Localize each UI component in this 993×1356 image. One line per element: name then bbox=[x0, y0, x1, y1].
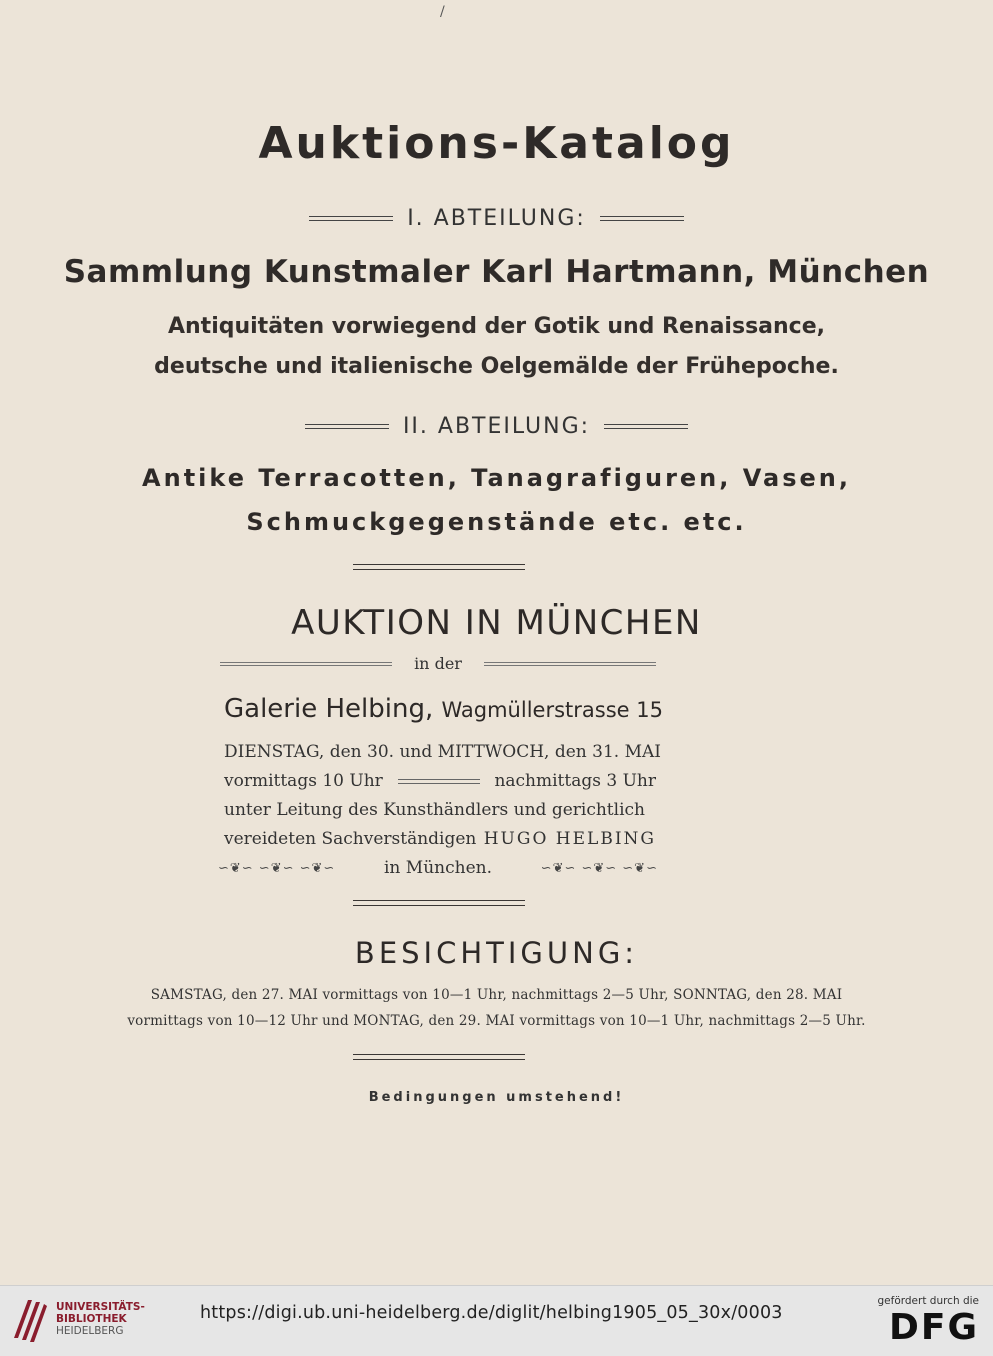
gallery-name: Galerie Helbing, bbox=[224, 694, 434, 724]
viewing-heading: BESICHTIGUNG: bbox=[354, 936, 639, 970]
university-line-2: BIBLIOTHEK bbox=[56, 1313, 127, 1325]
catalog-title: Auktions-Katalog bbox=[258, 118, 735, 169]
direction-text: unter Leitung des Kunsthändlers und gerichtlich bbox=[224, 800, 645, 820]
ink-mark: / bbox=[440, 4, 445, 20]
gallery-address: Wagmüllerstrasse 15 bbox=[441, 698, 663, 722]
conditions-note: Bedingungen umstehend! bbox=[368, 1090, 625, 1105]
double-rule bbox=[600, 216, 684, 221]
in-der-text: in der bbox=[414, 654, 462, 673]
abteilung-2-line-2: Schmuckgegenstände etc. etc. bbox=[246, 508, 747, 536]
auction-dates-text: DIENSTAG, den 30. und MITTWOCH, den 31. MAI bbox=[224, 742, 661, 762]
afternoon-time: nachmittags 3 Uhr bbox=[494, 771, 656, 791]
abteilung-1-line-2: deutsche und italienische Oelgemälde der Frühepoche. bbox=[154, 354, 839, 379]
ornament-right: ∽❦∽ ∽❦∽ ∽❦∽ bbox=[540, 860, 658, 876]
section-divider bbox=[353, 900, 525, 906]
double-rule bbox=[309, 216, 393, 221]
thin-rule bbox=[484, 662, 656, 666]
gallery-line bbox=[224, 694, 664, 724]
university-logo-icon[interactable] bbox=[10, 1294, 50, 1346]
abteilung-1-heading bbox=[0, 206, 993, 231]
dfg-logo[interactable]: DFG bbox=[888, 1307, 979, 1348]
city-text: in München. bbox=[384, 858, 492, 878]
collection-title: Sammlung Kunstmaler Karl Hartmann, München bbox=[63, 254, 930, 290]
footer-bar bbox=[0, 1285, 993, 1356]
university-line-3: HEIDELBERG bbox=[56, 1325, 124, 1337]
funding-caption: gefördert durch die bbox=[877, 1295, 979, 1307]
auction-times bbox=[224, 771, 656, 791]
ornament-left: ∽❦∽ ∽❦∽ ∽❦∽ bbox=[218, 860, 336, 876]
university-line-1: UNIVERSITÄTS- bbox=[56, 1301, 145, 1313]
abteilung-2-heading bbox=[0, 414, 993, 439]
city-row bbox=[218, 858, 658, 878]
section-divider bbox=[353, 1054, 525, 1060]
double-rule bbox=[305, 424, 389, 429]
section-divider bbox=[353, 564, 525, 570]
abteilung-2-label: II. ABTEILUNG: bbox=[402, 414, 591, 439]
abteilung-2-line-1: Antike Terracotten, Tanagrafiguren, Vasen, bbox=[142, 464, 851, 492]
auction-dates bbox=[224, 742, 661, 762]
expert-name: HUGO HELBING bbox=[483, 829, 656, 849]
in-der-row bbox=[220, 654, 656, 673]
university-name[interactable] bbox=[56, 1301, 145, 1337]
viewing-line-2: vormittags von 10—12 Uhr und MONTAG, den 29. MAI vormittags von 10—1 Uhr, nachmittags 2—5 Uhr. bbox=[127, 1013, 866, 1029]
auction-direction bbox=[224, 800, 656, 820]
thin-rule bbox=[220, 662, 392, 666]
auction-expert bbox=[224, 829, 656, 849]
double-rule bbox=[398, 779, 480, 784]
permalink-url[interactable]: https://digi.ub.uni-heidelberg.de/diglit/helbing1905_05_30x/0003 bbox=[200, 1303, 783, 1323]
auction-heading: AUKTION IN MÜNCHEN bbox=[291, 603, 702, 643]
viewing-line-1: SAMSTAG, den 27. MAI vormittags von 10—1 Uhr, nachmittags 2—5 Uhr, SONNTAG, den 28. MAI bbox=[150, 987, 843, 1003]
morning-time: vormittags 10 Uhr bbox=[224, 771, 383, 791]
abteilung-1-label: I. ABTEILUNG: bbox=[407, 206, 586, 231]
double-rule bbox=[604, 424, 688, 429]
abteilung-1-line-1: Antiquitäten vorwiegend der Gotik und Renaissance, bbox=[167, 314, 825, 339]
expert-label: vereideten Sachverständigen bbox=[224, 829, 477, 849]
